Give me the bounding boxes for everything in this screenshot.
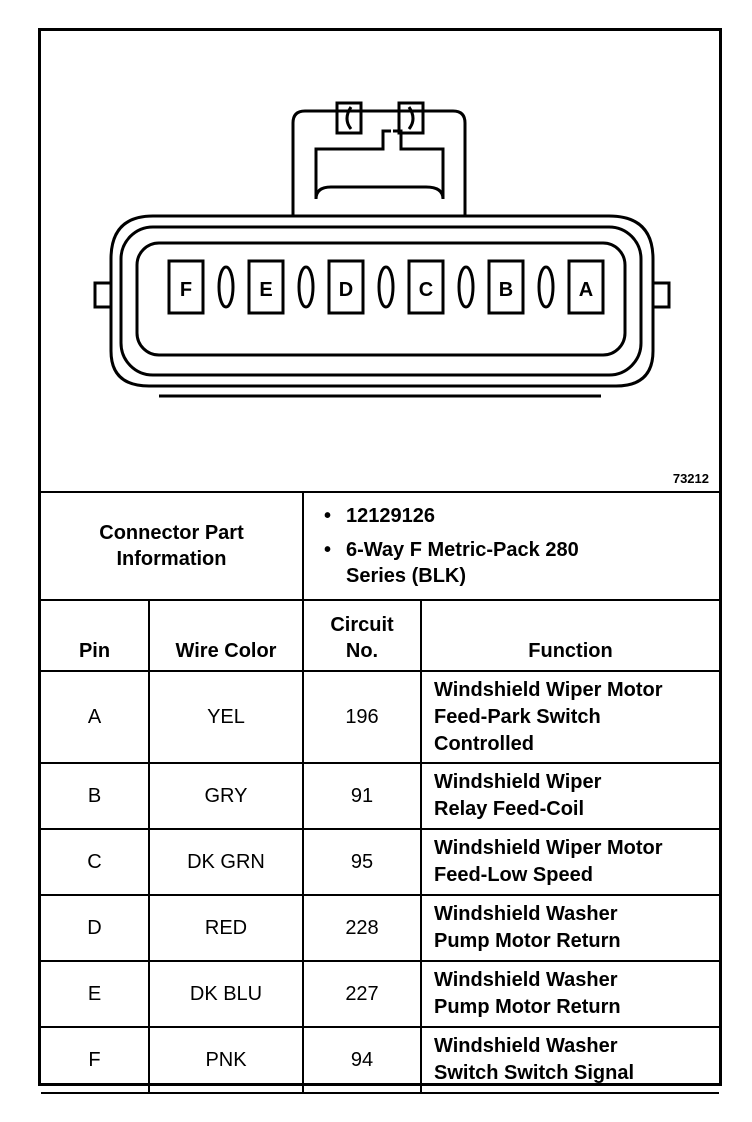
header-function: Function [421,600,719,671]
pin-separator [539,267,553,307]
pin-label-e: E [259,279,273,301]
wire-color-cell: GRY [149,763,303,829]
function-line: Windshield Wiper Motor [434,678,663,701]
table-row [41,895,719,961]
function-cell [421,671,719,763]
pin-cell: B [41,763,149,829]
pin-separator [379,267,393,307]
circuit-cell: 196 [303,671,421,763]
table-row [41,671,719,763]
wire-color-cell: RED [149,895,303,961]
header-wire-color: Wire Color [149,600,303,671]
function-cell [421,763,719,829]
pin-cell: C [41,829,149,895]
connector-label-line2: Information [116,548,227,570]
pin-separator [299,267,313,307]
connector-label-line1: Connector Part [99,522,244,544]
header-circuit-line2: No. [345,640,379,662]
function-line: Switch Switch Signal [434,1062,635,1084]
wire-color-cell: DK BLU [149,961,303,1027]
pin-label-c: C [418,279,434,301]
pin-separator [459,267,473,307]
table-row [41,829,719,895]
figure-number: 73212 [672,471,709,486]
function-line: Windshield Wiper Motor [434,837,663,859]
circuit-cell: 95 [303,829,421,895]
circuit-cell: 91 [303,763,421,829]
connector-table [41,491,719,1094]
table-header-row [41,600,719,671]
function-line: Windshield Wiper [434,771,602,793]
function-line: Windshield Washer [434,969,618,991]
function-line: Feed-Low Speed [434,864,593,886]
pin-cell: A [41,671,149,763]
pin-cell: D [41,895,149,961]
table-row [41,1027,719,1093]
function-line: Pump Motor Return [434,930,621,952]
table-row [41,763,719,829]
connector-diagram [41,31,719,491]
function-line: Feed-Park Switch [434,705,601,728]
connector-info-row [41,492,719,600]
header-circuit-line1: Circuit [330,614,394,636]
header-circuit [303,600,421,671]
function-cell [421,1027,719,1093]
connector-document [38,28,722,1086]
function-line: Windshield Washer [434,1035,618,1057]
function-line: Windshield Washer [434,903,618,925]
connector-label-cell [41,492,303,600]
function-cell [421,961,719,1027]
circuit-cell: 227 [303,961,421,1027]
circuit-cell: 94 [303,1027,421,1093]
wire-color-cell: YEL [149,671,303,763]
function-line: Pump Motor Return [434,996,621,1018]
table-row [41,961,719,1027]
function-line: Controlled [434,732,534,755]
function-cell [421,829,719,895]
part-number: • 12129126 [346,503,718,529]
pin-label-b: B [498,279,514,301]
circuit-cell: 228 [303,895,421,961]
pin-separator [219,267,233,307]
wire-color-cell: DK GRN [149,829,303,895]
pin-label-a: A [578,279,594,301]
connector-description-cont: Series (BLK) [346,565,467,587]
pin-cell: E [41,961,149,1027]
header-pin: Pin [41,600,149,671]
connector-description: • 6-Way F Metric-Pack 280 [346,537,718,563]
function-line: Relay Feed-Coil [434,798,585,820]
pin-label-d: D [338,279,354,301]
connector-info-cell [303,492,719,600]
wire-color-cell: PNK [149,1027,303,1093]
pin-cell: F [41,1027,149,1093]
pin-label-f: F [179,279,193,301]
function-cell [421,895,719,961]
